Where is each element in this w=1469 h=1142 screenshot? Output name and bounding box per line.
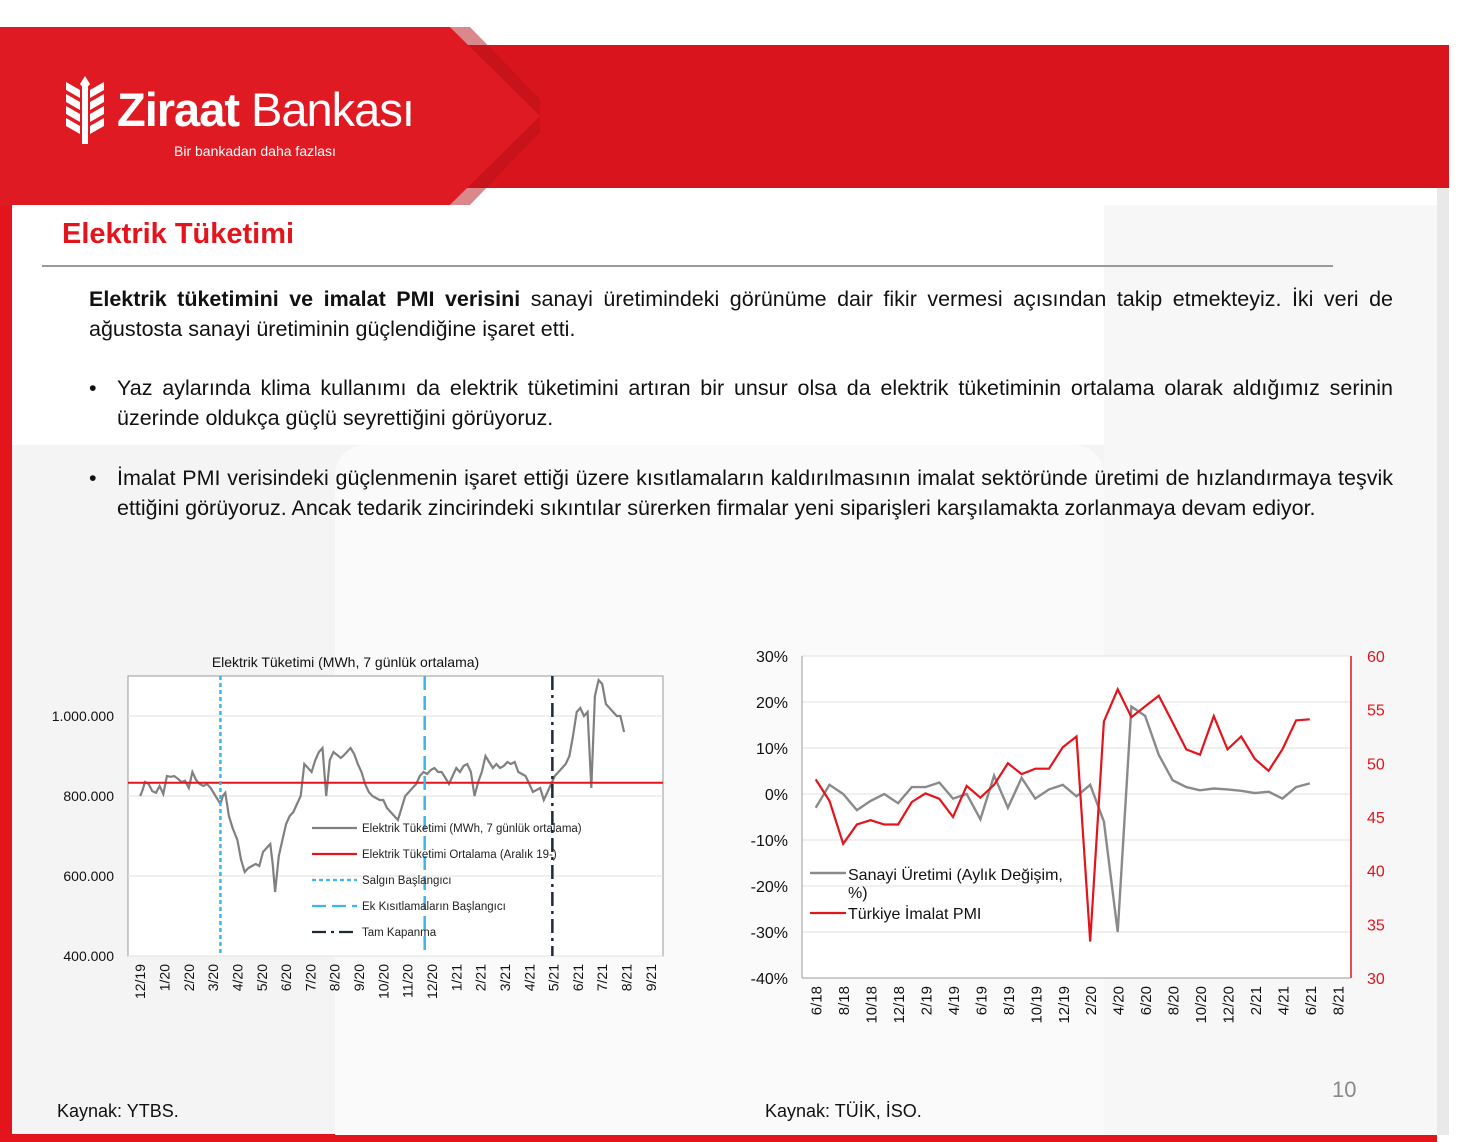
x-tick-label: 6/21 [1302,986,1320,1016]
bullet-dot: • [89,466,97,490]
title-divider [42,265,1333,267]
x-tick-label: 2/21 [472,964,489,992]
x-tick-label: 6/18 [808,986,826,1016]
electricity-chart [30,645,680,1035]
wheat-logo-icon [63,76,107,146]
x-tick-label: 12/20 [1220,986,1238,1024]
legend-label: Elektrik Tüketimi Ortalama (Aralık 19-) [362,849,557,861]
legend-label: Sanayi Üretimi (Aylık Değişim, %) [848,867,1063,902]
x-tick-label: 9/21 [642,964,659,992]
x-tick-label: 1/21 [448,964,465,992]
x-tick-label: 6/20 [278,964,295,992]
x-tick-label: 2/19 [918,986,936,1016]
x-tick-label: 4/21 [521,964,538,992]
bullet-text: İmalat PMI verisindeki güçlenmenin işaret ettiği üzere kısıtlamaların kaldırılmasının imalat sektöründe üretimi de hızlandırmaya teşvik ettiğini görüyoruz. Ancak tedarik zincirindeki sıkıntılar sürerken firmalar yeni siparişleri karşılamakta zorlanmaya devam ediyor. [117,466,1393,520]
x-tick-label: 11/20 [399,964,416,998]
x-tick-label: 8/21 [1330,986,1348,1016]
page-title: Elektrik Tüketimi [62,218,295,250]
right-y-tick-label: 55 [1367,702,1385,720]
x-tick-label: 8/18 [836,986,854,1016]
x-tick-label: 12/20 [423,964,440,1000]
x-tick-label: 5/20 [253,964,270,992]
chart-title: Elektrik Tüketimi (MWh, 7 günlük ortalama) [211,654,480,670]
x-tick-label: 7/21 [594,964,611,992]
x-tick-label: 2/21 [1247,986,1265,1016]
x-tick-label: 10/20 [1193,986,1211,1024]
page-number: 10 [1332,1077,1357,1102]
x-tick-label: 12/18 [891,986,909,1024]
x-tick-label: 8/19 [1000,986,1018,1016]
right-y-tick-label: 45 [1367,810,1385,827]
x-tick-label: 4/21 [1275,986,1293,1016]
legend-label: Türkiye İmalat PMI [848,906,982,923]
x-tick-label: 2/20 [1083,986,1101,1016]
x-tick-label: 10/19 [1028,986,1046,1024]
y-tick-label: 600.000 [63,868,114,884]
plot-area [802,656,1351,978]
legend-label: Tam Kapanma [362,927,437,939]
x-tick-label: 8/20 [1165,986,1183,1016]
brand-name: Ziraat Bankası [117,83,414,136]
bullet-dot: • [89,376,97,400]
brand-tagline: Bir bankadan daha fazlası [174,143,336,159]
x-tick-label: 3/21 [496,964,513,992]
left-y-tick-label: -20% [750,879,788,896]
source-right: Kaynak: TÜİK, İSO. [765,1101,922,1121]
intro-rest: sanayi üretimindeki görünüme dair fikir vermesi açısından takip etmekteyiz. İki veri de ağustosta sanayi üretiminin güçlendiğine işaret etti. [89,287,1393,341]
x-tick-label: 4/19 [945,986,963,1016]
left-y-tick-label: 0% [764,787,788,804]
right-y-tick-label: 60 [1367,649,1385,666]
x-tick-label: 10/20 [375,964,392,1000]
intro-paragraph [89,284,1393,344]
x-tick-label: 6/21 [569,964,586,992]
right-y-tick-label: 40 [1367,863,1385,881]
x-tick-label: 2/20 [180,964,197,992]
right-y-tick-label: 35 [1367,917,1385,935]
x-tick-label: 10/18 [863,986,881,1024]
x-tick-label: 12/19 [1055,986,1073,1024]
production-pmi-chart [730,640,1410,1040]
header-shadow [1437,45,1449,1135]
left-y-tick-label: 30% [755,649,788,666]
x-tick-label: 7/20 [302,964,319,992]
x-tick-label: 8/20 [326,964,343,992]
left-y-tick-label: -40% [750,971,788,988]
left-y-tick-label: 10% [755,741,788,758]
y-tick-label: 800.000 [63,788,114,804]
bullet-item [89,463,1393,523]
left-y-tick-label: -10% [750,833,788,850]
right-y-tick-label: 30 [1367,971,1385,988]
legend-label: Salgın Başlangıcı [362,875,452,887]
x-tick-label: 8/21 [618,964,635,992]
x-tick-label: 9/20 [351,964,368,992]
left-y-tick-label: 20% [755,695,788,712]
legend-label: Ek Kısıtlamaların Başlangıcı [362,901,506,913]
x-tick-label: 3/20 [205,964,222,992]
x-tick-label: 6/20 [1138,986,1156,1016]
x-tick-label: 1/20 [156,964,173,992]
y-tick-label: 1.000.000 [51,708,114,724]
right-y-tick-label: 50 [1367,756,1385,774]
legend-label: Elektrik Tüketimi (MWh, 7 günlük ortalama) [362,823,582,835]
bullet-text: Yaz aylarında klima kullanımı da elektrik tüketimini artıran bir unsur olsa da elektrik tüketiminin ortalama olarak aldığımız serinin üzerinde oldukça güçlü seyrettiğini görüyoruz. [117,376,1393,430]
source-left: Kaynak: YTBS. [57,1101,179,1121]
x-tick-label: 4/20 [1110,986,1128,1016]
y-tick-label: 400.000 [63,948,114,964]
bullet-item [89,373,1393,433]
left-y-tick-label: -30% [750,925,788,942]
x-tick-label: 6/19 [973,986,991,1016]
x-tick-label: 5/21 [545,964,562,992]
intro-bold: Elektrik tüketimini ve imalat PMI verisini [89,287,521,311]
x-tick-label: 4/20 [229,964,246,992]
x-tick-label: 12/19 [132,964,149,1000]
